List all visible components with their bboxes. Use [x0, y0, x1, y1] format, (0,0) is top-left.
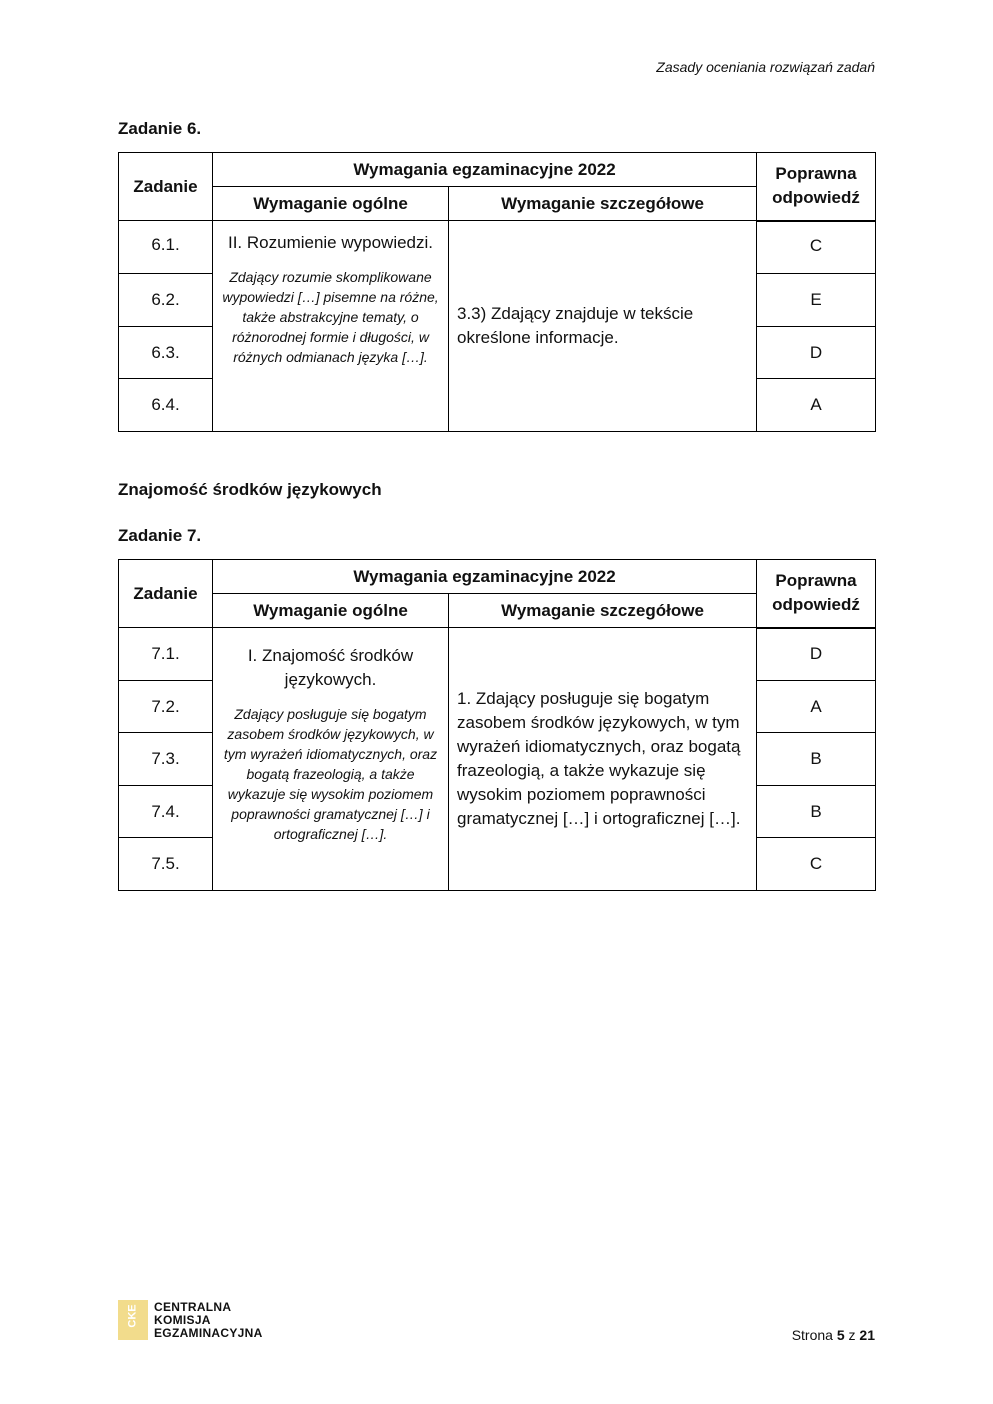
task6-table	[118, 152, 876, 432]
task7-row-answer: C	[757, 838, 876, 891]
section-heading: Znajomość środków językowych	[118, 480, 382, 499]
task7-row-num: 7.5.	[119, 838, 213, 891]
task7-row-num: 7.1.	[119, 628, 213, 681]
task7-general	[213, 628, 449, 891]
logo-line-1: CENTRALNA	[154, 1299, 232, 1314]
task6-col-general: Wymaganie ogólne	[213, 187, 449, 221]
task7-title: Zadanie 7.	[118, 526, 202, 545]
task7-detail: 1. Zdający posługuje się bogatym zasobem środków językowych, w tym wyrażeń idiomatycznych, oraz bogatą frazeologią, a także wykazuje się wysokim poziomem poprawności gramatycznej […] i ortograficznej […].	[449, 628, 757, 891]
task7-general-desc: Zdający posługuje się bogatym zasobem środków językowych, w tym wyrażeń idiomatycznych, oraz bogatą frazeologią, a także wykazuje się wysokim poziomem poprawności gramatycznej […] i ortograficznej […].	[223, 706, 438, 842]
task6-row-answer: C	[757, 221, 876, 274]
task6-col-answer-l2: odpowiedź	[772, 188, 860, 208]
task6-row-answer: A	[757, 379, 876, 432]
task6-col-group: Wymagania egzaminacyjne 2022	[213, 153, 757, 187]
task6-general	[213, 221, 449, 432]
logo-line-3: EGZAMINACYJNA	[154, 1325, 263, 1340]
task6-row-num: 6.1.	[119, 221, 213, 274]
task7-table	[118, 559, 876, 891]
page-current: 5	[836, 1327, 845, 1343]
page-sep: z	[848, 1327, 856, 1343]
cke-logo	[118, 1300, 263, 1340]
task6-col-answer-l1: Poprawna	[775, 164, 857, 184]
task7-general-title: I. Znajomość środków językowych.	[247, 646, 414, 689]
task7-row-answer: D	[757, 628, 876, 681]
task7-col-task: Zadanie	[119, 560, 213, 628]
task7-col-group: Wymagania egzaminacyjne 2022	[213, 560, 757, 594]
cke-logo-text	[154, 1301, 263, 1340]
task7-col-answer-l1: Poprawna	[775, 571, 857, 591]
task7-row-num: 7.2.	[119, 681, 213, 733]
task7-col-general: Wymaganie ogólne	[213, 594, 449, 628]
page-label: Strona	[791, 1327, 833, 1343]
task6-col-answer	[757, 153, 876, 221]
task6-title: Zadanie 6.	[118, 119, 202, 138]
task7-row-num: 7.3.	[119, 733, 213, 786]
page-total: 21	[859, 1327, 875, 1343]
task6-col-detail: Wymaganie szczegółowe	[449, 187, 757, 221]
task6-row-answer: D	[757, 327, 876, 379]
task7-row-answer: B	[757, 733, 876, 786]
task6-row-num: 6.2.	[119, 274, 213, 327]
task7-row-num: 7.4.	[119, 786, 213, 838]
task6-detail: 3.3) Zdający znajduje w tekście określone informacje.	[449, 221, 757, 432]
task6-col-task: Zadanie	[119, 153, 213, 221]
task6-general-desc: Zdający rozumie skomplikowane wypowiedzi […] pisemne na różne, także abstrakcyjne tematy, o różnorodnej formie i długości, w różnych odmianach języka […].	[222, 269, 439, 365]
task7-col-detail: Wymaganie szczegółowe	[449, 594, 757, 628]
cke-logo-mark	[118, 1300, 148, 1340]
cke-logo-mark-text: CKE	[126, 1304, 139, 1328]
task6-row-answer: E	[757, 274, 876, 327]
page-number	[792, 1327, 875, 1343]
task7-row-answer: A	[757, 681, 876, 733]
task6-general-title: II. Rozumienie wypowiedzi.	[227, 233, 434, 252]
task7-col-answer-l2: odpowiedź	[772, 595, 860, 615]
task6-row-num: 6.4.	[119, 379, 213, 432]
header-note: Zasady oceniania rozwiązań zadań	[656, 59, 875, 75]
task7-row-answer: B	[757, 786, 876, 838]
logo-line-2: KOMISJA	[154, 1312, 211, 1327]
task6-row-num: 6.3.	[119, 327, 213, 379]
task7-col-answer	[757, 560, 876, 628]
